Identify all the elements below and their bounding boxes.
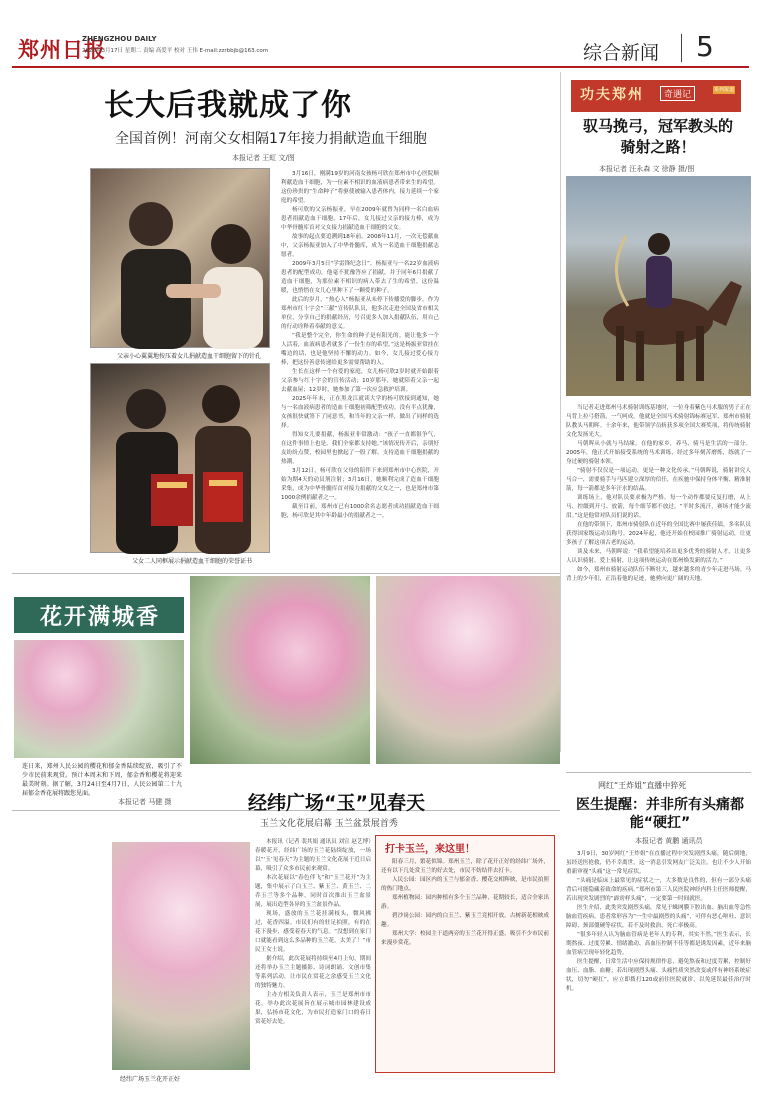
rider-article-body <box>566 404 751 764</box>
photo2-caption: 父女二人同框展示捐献造血干细胞的荣誉证书 <box>132 558 253 565</box>
jade-paragraph: 据介绍，此次花展将持续至4月上旬，期间还将举办玉兰主题摄影、诗词朗诵、文创市集等系列活动，让市民在赏花之余感受玉兰文化的独特魅力。 <box>255 956 371 989</box>
jade-paragraph: 本次花展以“春色伴飞”和“玉兰花开”为主题，集中展示了白玉兰、紫玉兰、黄玉兰、二乔玉兰等多个品种，同时首次推出玉兰盆景展，展出造型各异的玉兰盆景作品。 <box>255 875 371 908</box>
newspaper-name-en: ZHENGZHOU DAILY <box>82 35 157 43</box>
rider-paragraph: “骑射不仅仅是一项运动，更是一种文化传承。”马朝晖说，骑射讲究人马合一，需要骑手与马匹建立深厚的信任，在疾驰中保持身体平衡、精准射箭，每一箭都是多年汗水的结晶。 <box>566 468 751 492</box>
column-divider <box>560 72 561 752</box>
doctor-paragraph: 医生介绍，此类突发剧烈头痛，常见于蛛网膜下腔出血、脑出血等急性脑血管疾病。患者常形容为“一生中最剧烈的头痛”，可伴有恶心呕吐、意识障碍、颈部僵硬等症状，若不及时救治，死亡率极高。 <box>566 905 751 929</box>
main-article-body <box>281 170 439 564</box>
doctor-paragraph: 医生提醒，日常生活中应保持规律作息，避免熬夜和过度劳累，控制好血压、血脂、血糖；若出现剧烈头痛、头痛性质突然改变或伴有神经系统症状，切勿“硬扛”，应立即拨打120或前往医院就诊，以免延误最佳治疗时机。 <box>566 959 751 992</box>
jade-note-title: 打卡玉兰，来这里！ <box>385 844 475 855</box>
jade-note-paragraph: 碧沙岗公园：园内的白玉兰、紫玉兰竞相开放，古树新花相映成趣。 <box>381 913 549 928</box>
flower-caption: 连日来，郑州人民公园的樱花和郁金香陆续绽放，吸引了不少市民前来观赏。预计本周末和下周，郁金香和樱花将迎来最美时刻。据了解，3月24日至4月7日，人民公园第二十九届郁金香花展将跟您见面。 <box>22 763 182 797</box>
section-divider <box>12 573 560 574</box>
jade-note-body <box>381 858 549 1068</box>
doctor-paragraph: “头痛是临床上最常见的症状之一，大多数是良性的，但有一部分头痛背后可能隐藏着致命的疾病。”郑州市第三人民医院神经内科主任医师提醒，若出现突发剧烈的“霹雳样头痛”，一定要第一时间就医。 <box>566 878 751 902</box>
jade-photo <box>112 842 250 1070</box>
jade-paragraph: 主办方相关负责人表示，玉兰是郑州市市花，举办此次花展旨在展示城市园林建设成果，弘扬市花文化，为市民打造家门口的春日赏花好去处。 <box>255 992 371 1025</box>
rider-paragraph: 训练场上，他对队员要求极为严格。每一个动作都要反复打磨，从上马、控缰到开弓、放箭，每个细节都不放过。“平时多流汗，赛场才能少流泪。”这是他常对队员们说的话。 <box>566 495 751 519</box>
rider-paragraph: 在他的带领下，郑州市骑射队在近年的全国比赛中屡获佳绩，多名队员获得国家级运动员称号。2024年起，他还开始在校园推广骑射运动，让更多孩子了解这项古老的运动。 <box>566 522 751 546</box>
doctor-paragraph: 3月9日，30岁网红“王炸姐”在直播过程中突发剧烈头痛，随后倒地，虽经送医抢救，仍不幸离世。这一消息引发网友广泛关注，也让不少人开始重新审视“头痛”这一常见症状。 <box>566 851 751 875</box>
main-paragraph: 此后的岁月，“热心人”杨振亚从未停下传播爱的脚步。作为郑州市红十字会“三献”宣传队队员，他多次走进全国及省市相关单位，分享自己的捐献经历，号召更多人加入捐献队伍，用自己的行动诠释着奉献的意义。 <box>281 297 439 330</box>
main-paragraph: 故事的起点要追溯到18年前。2008年11月，一次无偿献血中，父亲杨振亚加入了中华骨髓库，成为一名造血干细胞捐献志愿者。 <box>281 234 439 258</box>
jade-headline: 经纬广场“玉”见春天 <box>248 792 425 814</box>
jade-note-paragraph: 人民公园：园区内的玉兰与郁金香、樱花交相辉映，是市民拍照的热门地点。 <box>381 877 549 892</box>
photo1-caption: 父亲小心翼翼地按压着女儿捐献造血干细胞留下的针孔 <box>117 353 262 360</box>
rider-byline: 本报记者 汪永森 文 徐静 摄/图 <box>599 165 695 173</box>
doctor-headline: 医生提醒：并非所有头痛都能“硬扛” <box>576 797 744 831</box>
doctor-kicker: 网红“王炸姐”直播中猝死 <box>598 781 687 790</box>
page-number: 5 <box>696 30 714 63</box>
main-paragraph: 3月16日，刚满19岁的河南女孩杨可欣在郑州市中心医院顺利献造血干细胞，为一位素不相识的血液病患者带来生的希望。这份珍贵的“生命种子”将驱使被输入患者体内，接力延续一个家庭的希望。 <box>281 171 439 204</box>
certificate-figures-icon <box>91 364 271 554</box>
main-paragraph: “我是整个完全，你生命的种子是有阳光的。能让他多一个人活着，血液病患者就多了一份生存的希望。”这是杨振亚常挂在嘴边的话，也是他坚持不懈的动力。如今，女儿接过爱心接力棒，把这份善意传递给更多需要帮助的人。 <box>281 333 439 366</box>
main-subhead: 全国首例！河南父女相隔17年接力捐献造血干细胞 <box>115 131 427 147</box>
section-divider <box>566 772 751 773</box>
jade-paragraph: 现场，盛放的玉兰花挂满枝头，微风拂过，花香四溢。市民们有的驻足拍照，有的在花下漫步，感受着春天的气息。“没想到在家门口就能看到这么多品种的玉兰花，太美了！”市民王女士说。 <box>255 911 371 953</box>
certificate-photo <box>90 363 270 553</box>
main-paragraph: 3月12日，杨可欣在父母的陪伴下来到郑州市中心医院，开始为期4天的动员剂注射；3月16日，她顺利完成了造血干细胞采集，成为中华骨髓库首对接力捐献的父女之一，也是郑州市第1000余例捐献者之一。 <box>281 468 439 501</box>
photo-figures-icon <box>91 169 271 349</box>
main-paragraph: 截至目前，郑州市已有1000余名志愿者成功捐献造血干细胞，杨可欣是其中年龄最小的捐献者之一。 <box>281 504 439 519</box>
jade-photo-caption: 经纬广场玉兰花开正好 <box>120 1076 181 1083</box>
jade-note-paragraph: 阳春三月，繁花似锦。郑州玉兰，除了花开正好的经纬广场外，还有以下几处赏玉兰的好去处，市民不妨结伴去打卡。 <box>381 859 549 874</box>
rider-paragraph: 谈及未来，马朝晖说：“我希望能培养出更多优秀的骑射人才，让更多人认识骑射、爱上骑射，让这项传统运动在郑州焕发新的活力。” <box>566 549 751 564</box>
horse-rider-icon <box>566 176 751 396</box>
rider-paragraph: 马朝晖从小就与马结缘。在他的家乡，养马、骑马是生活的一部分。2005年，他正式开始接受系统的马术训练，经过多年刻苦磨炼，练就了一身过硬的骑射本领。 <box>566 441 751 465</box>
main-paragraph: 2009年3月5日“学雷锋纪念日”，杨振亚与一名22岁血液病患者的配型成功，他毫不犹豫答应了捐献，并于同年6月捐献了造血干细胞，为那位素不相识的病人带去了生的希望。这份温暖，也悄悄在女儿心里种下了一颗爱的种子。 <box>281 261 439 294</box>
series-banner-sub: 奇遇记 <box>660 86 695 101</box>
rider-headline: 驭马挽弓，冠军教头的骑射之路！ <box>582 117 733 156</box>
flower-section-title: 花开满城香 <box>40 605 161 630</box>
newspaper-logo: 郑州日报 <box>18 37 106 62</box>
rider-paragraph: 当记者走进郑州马术骑射训练基地时，一位身着紫色马术服的男子正在马背上拉弓搭箭，一气呵成。他就是全国马术骑射锦标赛冠军、郑州市骑射队教头马朝晖。十余年来，他带领学员斩获多项全国大赛奖项，将传统骑射文化发扬光大。 <box>566 405 751 438</box>
jade-note-paragraph: 郑州植物园：园内种植有多个玉兰品种，花期较长，适合全家出游。 <box>381 895 549 910</box>
flower-photo-3 <box>376 576 560 764</box>
rider-paragraph: 如今，郑州市骑射运动队伍不断壮大，越来越多的青少年走进马场。马背上的少年们，正沿着他的足迹，驰骋向更广阔的天地。 <box>566 567 751 582</box>
header-divider <box>681 34 682 62</box>
issue-meta: 2026年3月17日 星期二 责编 高爱平 校对 王伟 E-mail:zzrbbjb@163.com <box>82 48 269 54</box>
main-byline: 本报记者 王虹 文/图 <box>232 154 295 162</box>
father-daughter-photo <box>90 168 270 348</box>
section-name: 综合新闻 <box>583 42 660 64</box>
jade-article-body <box>255 838 371 1078</box>
jade-note-paragraph: 郑州大学：校园主干道两旁的玉兰花开得正盛，吸引不少市民前来漫步赏花。 <box>381 931 549 946</box>
flower-photo-1 <box>14 640 184 758</box>
main-paragraph: 得知女儿要捐献，杨振亚非常激动：“孩子一直都很争气，在这件事情上也是，我们全家都支持她。”该情况传开后，亲朋好友纷纷点赞，校园里也掀起了一股了解、支持造血干细胞捐献的热潮。 <box>281 432 439 465</box>
rider-photo <box>566 176 751 396</box>
main-paragraph: 2025年年末，正在黑龙江就读大学的杨可欣接到通知，她与一名血液病患者的造血干细胞初筛配型成功。没有半点犹豫，女孩很快就签下了同意书，和当年的父亲一样，做出了同样的选择。 <box>281 396 439 429</box>
series-banner-title: 功夫郑州 <box>580 87 644 103</box>
flower-photo-2 <box>190 576 370 764</box>
doctor-paragraph: “很多年轻人认为脑血管病是老年人的专利，其实不然。”医生表示，长期熬夜、过度劳累、情绪激动、高血压控制不佳等都是诱发因素，近年来脑血管病呈现年轻化趋势。 <box>566 932 751 956</box>
flower-caption-byline: 本报记者 马健 摄 <box>118 798 172 806</box>
main-paragraph: 生长在这样一个有爱的家庭，女儿杨可欣2岁时就开始跟着父亲参与红十字会的宣传活动；10岁那年，她就陪着父亲一起去献血屋；12岁时，她参加了第一次应急救护培训。 <box>281 369 439 393</box>
main-headline: 长大后我就成了你 <box>104 88 352 123</box>
series-tag: 系列报道 <box>714 87 735 93</box>
main-paragraph: 杨可欣的父亲杨振亚，早在2009年就曾为同样一名白血病患者捐献造血干细胞。17年后，女儿接过父亲的接力棒，成为中华骨髓库首对父女接力捐献造血干细胞的父女。 <box>281 207 439 231</box>
doctor-article-body <box>566 850 751 1090</box>
doctor-byline: 本报记者 黄鹏 通讯员 <box>635 837 703 845</box>
jade-subhead: 玉兰文化花展启幕 玉兰盆景展首秀 <box>260 819 398 829</box>
header-rule <box>12 66 749 68</box>
jade-paragraph: 本报讯（记者 裴其娟 通讯员 刘宣 赵艺博）春暖花开，经纬广场的玉兰花陆续绽放，一场以“‘玉’见春天”为主题的玉兰文化花展于近日启幕，吸引了众多市民前来观赏。 <box>255 839 371 872</box>
